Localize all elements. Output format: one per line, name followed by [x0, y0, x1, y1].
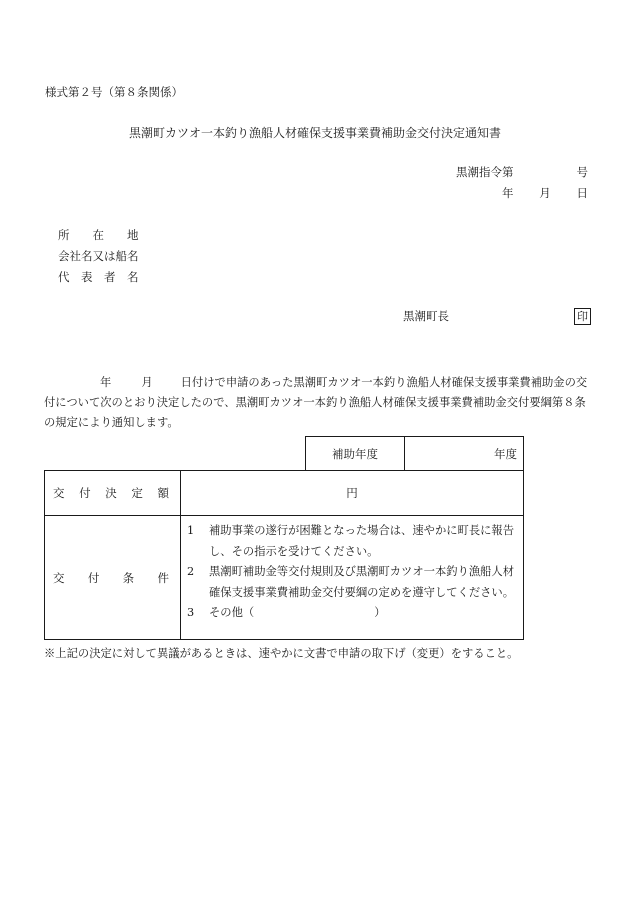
- decision-table: [44, 470, 524, 640]
- conditions-label-char: 付: [87, 570, 100, 585]
- document-title: 黒潮町カツオ一本釣り漁船人材確保支援事業費補助金交付決定通知書: [128, 126, 501, 140]
- representative-label: 代 表 者 名: [58, 270, 139, 284]
- condition-number: 3: [187, 606, 195, 619]
- form-number: 様式第２号（第８条関係）: [45, 85, 183, 99]
- body-text: 日付けで申請のあった黒潮町カツオ一本釣り漁船人材確保支援事業費補助金の交付について次のとおり決定したので、黒潮町カツオ一本釣り漁船人材確保支援事業費補助金交付要綱第８条の規定により通知します。: [44, 376, 588, 429]
- condition-text: 黒潮町補助金等交付規則及び黒潮町カツオ一本釣り漁船人材確保支援事業費補助金交付要綱の定めを遵守してください。: [209, 565, 515, 599]
- seal-mark: 印: [574, 308, 591, 325]
- condition-item: [187, 562, 519, 603]
- issue-date: [502, 188, 588, 200]
- conditions-label-char: 件: [157, 570, 169, 585]
- notice-body: [44, 373, 592, 433]
- issue-month: 月: [539, 186, 551, 200]
- address-label: 所 在 地: [58, 228, 139, 242]
- condition-text: 補助事業の遂行が困難となった場合は、速やかに町長に報告し、その指示を受けてください。: [209, 524, 515, 558]
- condition-other: [187, 603, 519, 624]
- amount-label-char: 額: [157, 486, 169, 500]
- reference-prefix: 黒潮指令第: [456, 165, 514, 179]
- fiscal-year-label: 補助年度: [306, 437, 405, 471]
- issuer-name: 黒潮町長: [403, 309, 449, 323]
- footnote: ※上記の決定に対して異議があるときは、速やかに文書で申請の取下げ（変更）をすること。: [44, 647, 519, 660]
- issue-day: 日: [576, 186, 588, 200]
- fiscal-year-value: 年度: [494, 447, 517, 461]
- amount-label-char: 定: [131, 486, 143, 500]
- amount-value: 円: [346, 486, 358, 500]
- issue-year: 年: [502, 186, 514, 200]
- condition-number: 1: [187, 524, 195, 537]
- reference-number: [456, 167, 588, 179]
- amount-label-char: 決: [105, 486, 117, 500]
- amount-row: [45, 471, 523, 516]
- amount-label-char: 交: [53, 486, 65, 500]
- conditions-label-char: 条: [122, 570, 135, 585]
- amount-label: [45, 471, 181, 515]
- body-month: 月: [141, 376, 153, 389]
- condition-other-close: ）: [374, 606, 386, 619]
- conditions-list: [181, 516, 523, 639]
- fiscal-year-box: [305, 436, 524, 471]
- condition-other-label: その他（: [209, 606, 255, 619]
- body-year: 年: [100, 376, 112, 389]
- reference-suffix: 号: [576, 165, 588, 179]
- condition-item: [187, 521, 519, 562]
- condition-number: 2: [187, 565, 195, 578]
- condition-other-text: [201, 603, 386, 624]
- amount-label-char: 付: [79, 486, 91, 500]
- conditions-label: [45, 516, 181, 639]
- conditions-label-char: 交: [53, 570, 65, 585]
- company-label: 会社名又は船名: [58, 249, 139, 263]
- conditions-row: [45, 516, 523, 639]
